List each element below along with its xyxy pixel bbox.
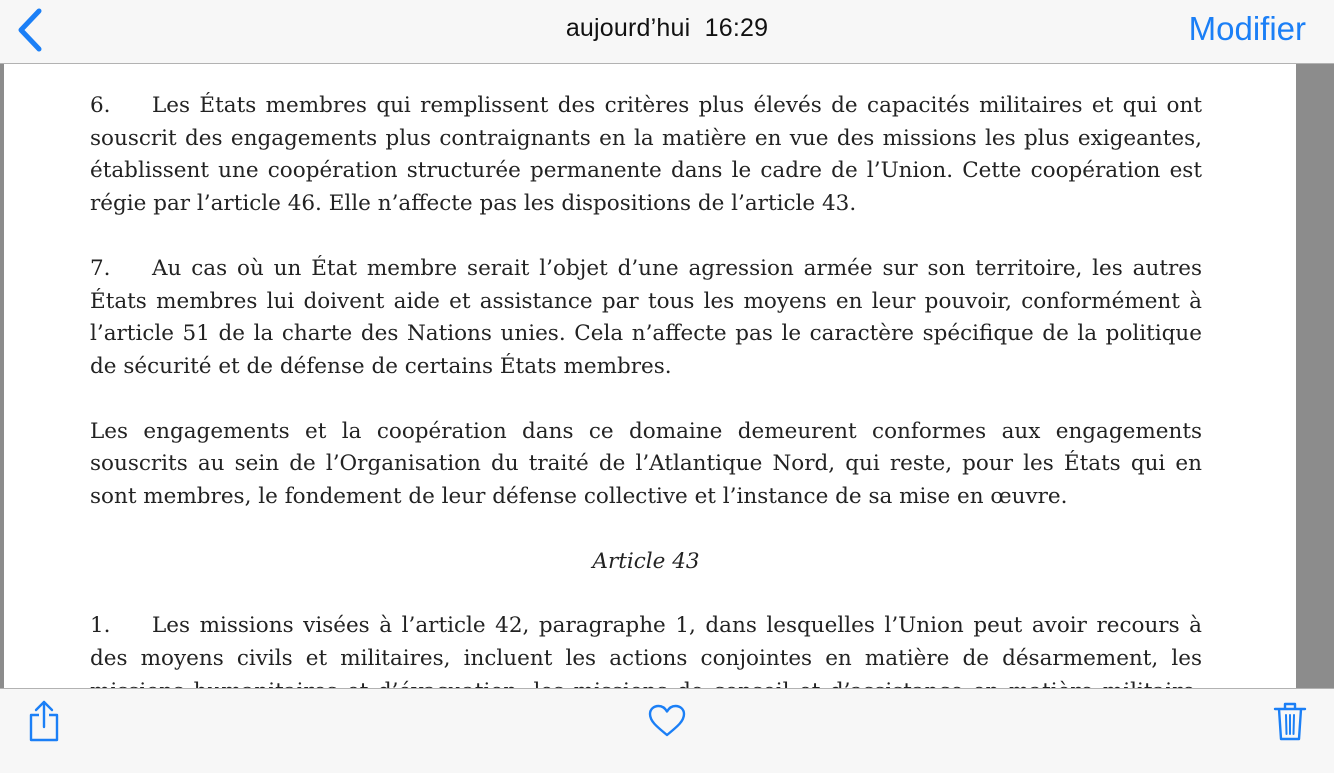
document-page — [4, 64, 1296, 688]
paragraph-number: 1. — [90, 613, 111, 639]
share-icon — [27, 700, 61, 742]
nav-title: aujourd’hui 16:29 — [565, 14, 769, 42]
paragraph-6 — [90, 90, 1202, 221]
bottom-toolbar — [0, 688, 1334, 750]
document-text — [90, 90, 1202, 773]
edit-button[interactable]: Modifier — [1188, 10, 1306, 47]
paragraph-7 — [90, 253, 1202, 384]
paragraph-text: Les engagements et la coopération dans ce domaine demeurent conformes aux engagements souscrits au sein de l’Organisation du traité de l’Atlantique Nord, qui reste, pour les États qui en sont membres, le fondement de leur défense collective et l’instance de sa mise en œuvre. — [90, 418, 1202, 510]
delete-button[interactable] — [1268, 699, 1312, 743]
heart-icon — [648, 704, 686, 738]
trash-icon — [1273, 701, 1307, 741]
paragraph-text: Les missions visées à l’article 42, paragraphe 1, dans lesquelles l’Union peut avoir recours à des moyens civils et militaires, incluent les actions conjointes en matière de désarmement, les — [90, 613, 1202, 672]
share-button[interactable] — [22, 699, 66, 743]
paragraph-engagements — [90, 416, 1202, 514]
navigation-bar — [0, 0, 1334, 64]
paragraph-text: Au cas où un État membre serait l’objet d’une agression armée sur son territoire, les autres États membres lui doivent aide et assistance par tous les moyens en leur pouvoir, conformément à l’article 51 de la charte des Nations unies. Cela n’affecte pas le caractère spécifique de la politique de sécurité et de défense de certains États membres. — [90, 255, 1202, 379]
article-heading: Article 43 — [592, 548, 700, 574]
favorite-button[interactable] — [645, 699, 689, 743]
paragraph-number: 7. — [90, 255, 111, 281]
paragraph-text: Les États membres qui remplissent des critères plus élevés de capacités militaires et qui ont souscrit des engagements plus contraignants en la matière en vue des missions les plus exigeantes, établissent une coopération structurée permanente dans le cadre de l’Union. Cette coopération est régie par l’article 46. Elle n’affecte pas les dispositions de l’article 43. — [90, 93, 1202, 217]
paragraph-number: 6. — [90, 93, 111, 118]
document-viewport[interactable] — [0, 64, 1334, 688]
